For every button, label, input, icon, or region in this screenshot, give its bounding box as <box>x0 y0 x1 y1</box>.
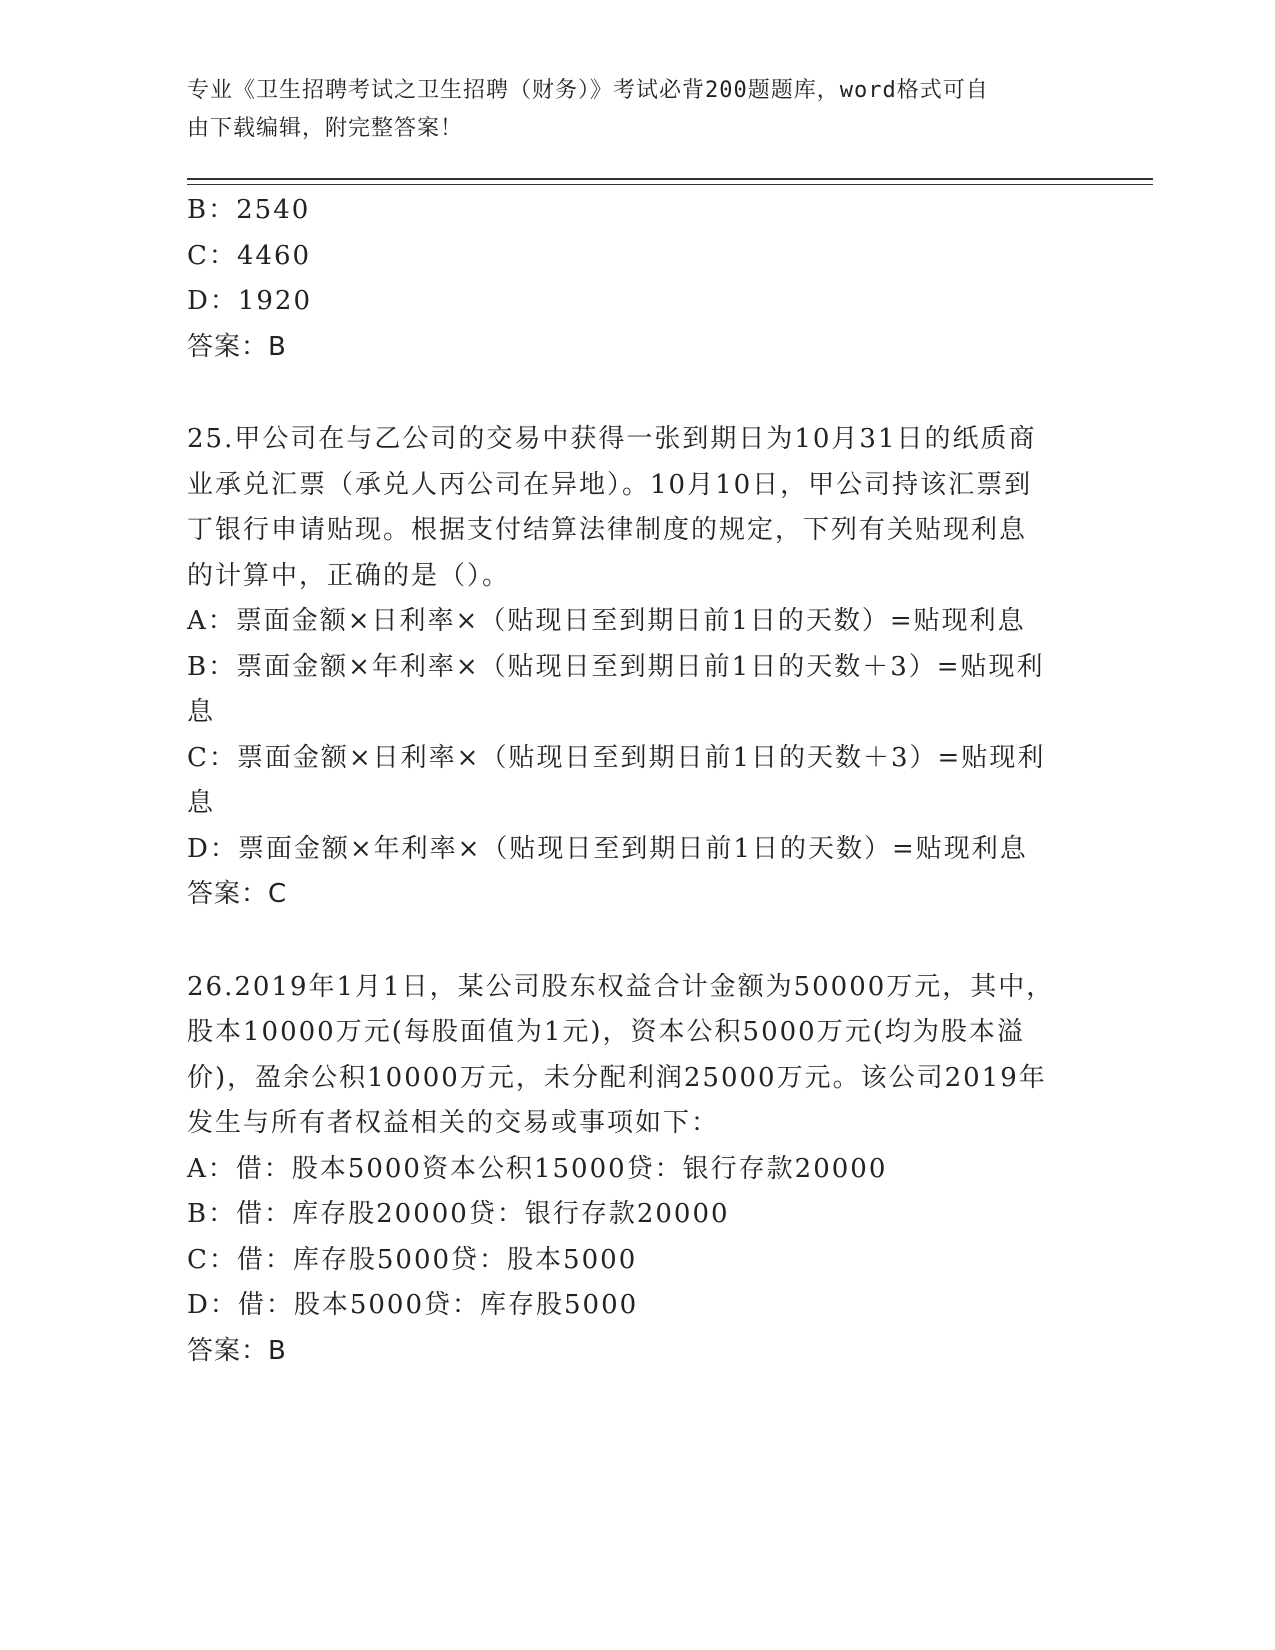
option-a: A：借：股本5000资本公积15000贷：银行存款20000 <box>187 1153 888 1184</box>
option-d: D：1920 <box>187 286 313 316</box>
header-line-1: 专业《卫生招聘考试之卫生招聘（财务）》考试必背200题题库，word格式可自 <box>187 78 989 103</box>
option-b: B：借：库存股20000贷：银行存款20000 <box>187 1199 730 1229</box>
option-b: B：2540 <box>187 195 311 225</box>
question-stem-line: 26.2019年1月1日，某公司股东权益合计金额为50000万元，其中， <box>187 971 1055 1002</box>
header-divider-thick <box>187 178 1153 180</box>
option-a: A：票面金额×日利率×（贴现日至到期日前1日的天数）=贴现利息 <box>187 606 1026 636</box>
header-line-2: 由下载编辑，附完整答案！ <box>187 116 464 141</box>
document-body <box>187 188 1087 1374</box>
option-d: D：借：股本5000贷：库存股5000 <box>187 1290 639 1320</box>
option-c: C：4460 <box>187 240 312 271</box>
header-divider-thin <box>187 184 1153 185</box>
spacer <box>187 918 1087 965</box>
question-25-block <box>187 417 1087 918</box>
question-stem-line: 发生与所有者权益相关的交易或事项如下： <box>187 1108 720 1138</box>
answer-line: 答案：C <box>187 879 288 909</box>
question-stem-line: 25.甲公司在与乙公司的交易中获得一张到期日为10月31日的纸质商 <box>187 424 1037 454</box>
option-b: B：票面金额×年利率×（贴现日至到期日前1日的天数＋3）=贴现利 <box>187 651 1045 682</box>
prev-question-block <box>187 188 1087 370</box>
question-stem-line: 丁银行申请贴现。根据支付结算法律制度的规定，下列有关贴现利息 <box>187 515 1028 545</box>
question-stem-line: 业承兑汇票（承兑人丙公司在异地）。10月10日，甲公司持该汇票到 <box>187 469 1033 500</box>
question-stem-line: 的计算中，正确的是（）。 <box>187 560 511 591</box>
question-stem-line: 价)，盈余公积10000万元，未分配利润25000万元。该公司2019年 <box>187 1062 1047 1093</box>
option-b-continued: 息 <box>187 697 216 727</box>
question-26-block <box>187 965 1087 1375</box>
spacer <box>187 370 1087 417</box>
document-header <box>187 72 1067 148</box>
option-d: D：票面金额×年利率×（贴现日至到期日前1日的天数）=贴现利息 <box>187 833 1028 864</box>
answer-line: 答案：B <box>187 1335 287 1366</box>
option-c: C：借：库存股5000贷：股本5000 <box>187 1244 638 1275</box>
option-c: C：票面金额×日利率×（贴现日至到期日前1日的天数＋3）=贴现利 <box>187 742 1046 773</box>
question-stem-line: 股本10000万元(每股面值为1元)，资本公积5000万元(均为股本溢 <box>187 1017 1025 1047</box>
answer-line: 答案：B <box>187 331 287 362</box>
option-c-continued: 息 <box>187 788 216 818</box>
